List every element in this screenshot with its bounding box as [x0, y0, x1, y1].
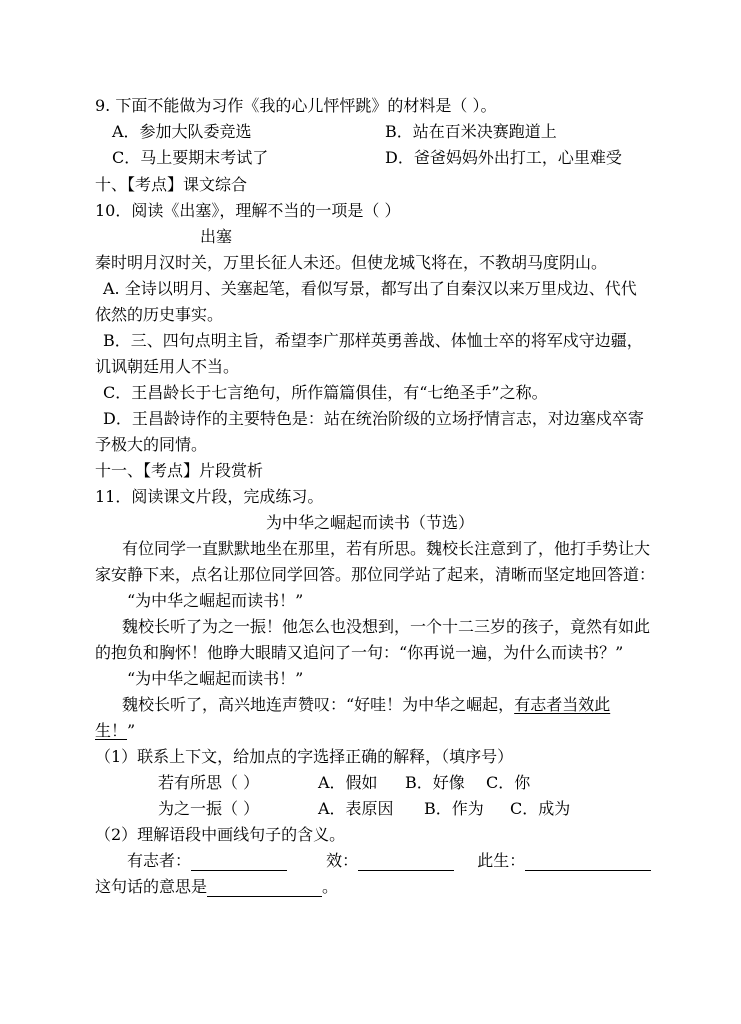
meaning-line: 这句话的意思是 。: [95, 877, 339, 896]
q11-stem: 11．阅读课文片段，完成练习。: [95, 487, 324, 506]
q10-stem: 10．阅读《出塞》，理解不当的一项是（ ）: [95, 201, 401, 220]
q10-option-b-line2: 讥讽朝廷用人不当。: [95, 357, 240, 376]
section-10-title: 十、【考点】课文综合: [95, 175, 248, 194]
q10-option-d-line1: D．王昌龄诗作的主要特色是：站在统治阶级的立场抒情言志，对边塞戍卒寄: [103, 409, 644, 428]
row1-option-c: C．你: [486, 773, 531, 792]
row2-word: 为之一振（ ）: [158, 799, 260, 818]
underlined-sentence-part1: 有志者当效此: [514, 695, 611, 714]
q10-option-c: C．王昌龄长于七言绝句，所作篇篇俱佳，有“七绝圣手”之称。: [103, 383, 548, 402]
passage-p6: 生！”: [95, 721, 136, 740]
fill-line: 有志者： 效： 此生：: [127, 851, 651, 871]
row2-option-a: A．表原因: [318, 799, 394, 818]
row1-word: 若有所思（ ）: [158, 773, 260, 792]
row1-option-a: A．假如: [318, 773, 378, 792]
q10-option-b-line1: B．三、四句点明主旨，希望李广那样英勇善战、体恤士卒的将军戍守边疆，: [103, 331, 643, 350]
row2-option-c: C．成为: [510, 799, 571, 818]
passage-p1-line2: 家安静下来，点名让那位同学回答。那位同学站了起来，清晰而坚定地回答道：: [95, 565, 656, 584]
passage-p5: 魏校长听了，高兴地连声赞叹：“好哇！为中华之崛起，有志者当效此: [122, 695, 611, 714]
poem-title: 出塞: [200, 227, 233, 246]
q10-option-a-line2: 依然的历史事实。: [95, 305, 224, 324]
answer-blank-xiao[interactable]: [358, 854, 454, 871]
poem-text: 秦时明月汉时关，万里长征人未还。但使龙城飞将在，不教胡马度阴山。: [95, 253, 608, 272]
q9-option-a: A．参加大队委竞选: [112, 122, 252, 141]
passage-title: 为中华之崛起而读书（节选）: [266, 513, 475, 532]
q10-option-d-line2: 予极大的同情。: [95, 435, 208, 454]
row1-option-b: B．好像: [405, 773, 465, 792]
sub-question-1: （1）联系上下文，给加点的字选择正确的解释，（填序号）: [95, 747, 514, 766]
q10-option-a-line1: A. 全诗以明月、关塞起笔，看似写景，都写出了自秦汉以来万里戍边、代代: [103, 279, 637, 298]
section-11-title: 十一、【考点】片段赏析: [95, 461, 264, 480]
passage-p4: “为中华之崛起而读书！”: [127, 669, 304, 688]
passage-p2: “为中华之崛起而读书！”: [127, 591, 304, 610]
passage-p3-line1: 魏校长听了为之一振！他怎么也没想到，一个十二三岁的孩子，竟然有如此: [122, 617, 651, 636]
underlined-sentence-part2: 生！: [95, 721, 128, 740]
row2-option-b: B．作为: [424, 799, 484, 818]
passage-p3-line2: 的抱负和胸怀！他睁大眼睛又追问了一句：“你再说一遍，为什么而读书？”: [95, 643, 624, 662]
answer-blank-youzhizhe[interactable]: [191, 854, 287, 871]
passage-p1-line1: 有位同学一直默默地坐在那里，若有所思。魏校长注意到了，他打手势让大: [122, 539, 651, 558]
q9-stem: 9. 下面不能做为习作《我的心儿怦怦跳》的材料是（ ）。: [95, 96, 497, 115]
sub-question-2: （2）理解语段中画线句子的含义。: [95, 825, 346, 844]
q9-option-d: D．爸爸妈妈外出打工，心里难受: [385, 148, 622, 167]
answer-blank-meaning[interactable]: [207, 880, 322, 897]
q9-option-c: C．马上要期末考试了: [112, 148, 269, 167]
answer-blank-cisheng[interactable]: [525, 854, 651, 871]
q9-option-b: B．站在百米决赛跑道上: [385, 122, 557, 141]
